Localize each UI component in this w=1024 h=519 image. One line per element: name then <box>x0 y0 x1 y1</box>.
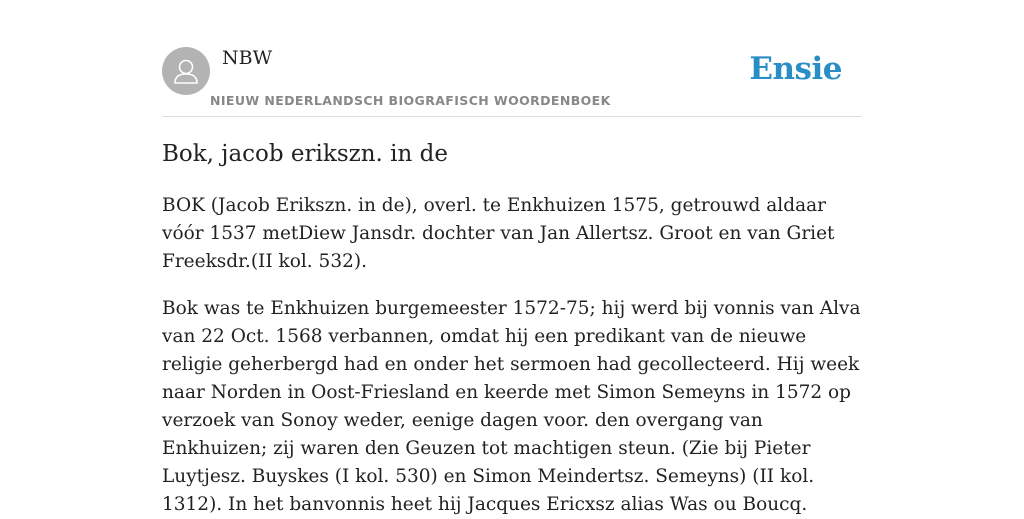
person-icon <box>162 47 210 95</box>
article-paragraph: Bok was te Enkhuizen burgemeester 1572-75; hij werd bij vonnis van Alva van 22 Oct. 1568 verbannen, omdat hij een predikant van de nieuwe religie geherbergd had en onder het sermoen had gecollecteerd. Hij week naar Norden in Oost-Friesland en keerde met Simon Semeyns in 1572 op verzoek van Sonoy weder, eenige dagen voor. den overgang van Enkhuizen; zij waren den Geuzen tot machtigen steun. (Zie bij Pieter Luytjesz. Buyskes (I kol. 530) en Simon Meindertsz. Semeyns) (II kol. 1312). In het banvonnis heet hij Jacques Ericxsz alias Was ou Boucq. <box>162 298 861 515</box>
source-name[interactable]: NBW <box>222 47 273 69</box>
brand-logo[interactable]: Ensie <box>749 51 842 87</box>
article <box>162 138 862 519</box>
article-title: Bok, jacob erikszn. in de <box>162 141 448 167</box>
article-paragraph: BOK (Jacob Erikszn. in de), overl. te Enkhuizen 1575, getrouwd aldaar vóór 1537 metDiew Jansdr. dochter van Jan Allertsz. Groot en van Griet Freeksdr.(II kol. 532). <box>162 195 835 272</box>
source-header <box>162 0 862 117</box>
source-avatar[interactable] <box>162 47 210 95</box>
source-subtitle: NIEUW NEDERLANDSCH BIOGRAFISCH WOORDENBOEK <box>210 93 611 108</box>
